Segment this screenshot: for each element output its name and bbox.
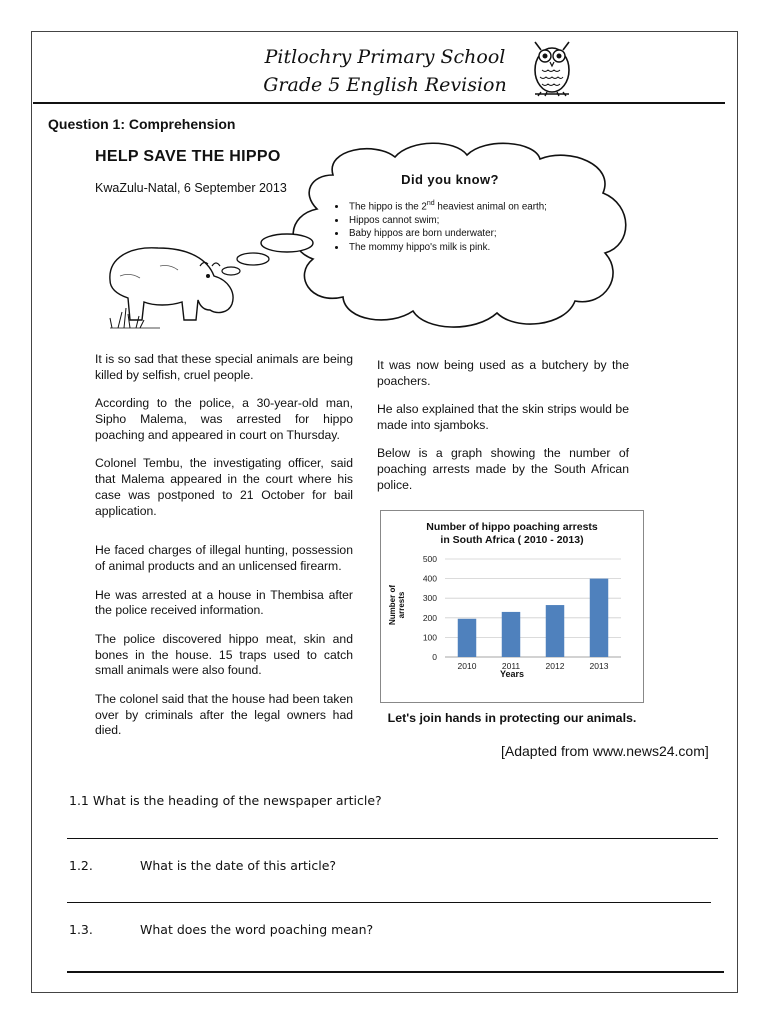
- y-axis-label-line: arrests: [397, 591, 406, 619]
- article-paragraph: It was now being used as a butchery by the poachers.: [377, 358, 629, 388]
- bar-2013: [590, 579, 608, 657]
- question-1-3: [69, 922, 93, 937]
- article-paragraph: He also explained that the skin strips would be made into sjamboks.: [377, 402, 629, 432]
- fact-item: • The hippo is the 2nd heaviest animal on earth;: [347, 197, 620, 214]
- y-tick-label: 100: [422, 632, 437, 643]
- article-paragraph: Colonel Tembu, the investigating officer, said that Malema appeared in the court where his case was postponed to 21 October for bail application.: [95, 456, 353, 518]
- article-paragraph: The colonel said that the house had been taken over by criminals after the legal owners had died.: [95, 691, 353, 738]
- chart-title-line: in South Africa ( 2010 - 2013): [440, 534, 584, 546]
- question-number: 1.2.: [69, 858, 93, 873]
- facts-list: [320, 197, 620, 255]
- y-tick-label: 500: [422, 554, 437, 564]
- fact-item: • The mommy hippo's milk is pink.: [347, 241, 620, 255]
- bar-2011: [502, 612, 520, 657]
- article-source: [Adapted from www.news24.com]: [501, 743, 709, 759]
- x-tick-label: 2011: [501, 661, 521, 671]
- fact-item: • Hippos cannot swim;: [347, 214, 620, 228]
- x-tick-label: 2010: [457, 661, 477, 671]
- x-axis-label: Years: [499, 669, 525, 679]
- bar-2010: [458, 619, 476, 657]
- school-name: Pitlochry Primary School: [264, 46, 506, 68]
- question-number: 1.3.: [69, 922, 93, 937]
- section-title: Question 1: Comprehension: [48, 116, 236, 132]
- did-you-know-title: Did you know?: [401, 172, 499, 187]
- question-1-2: [69, 858, 93, 873]
- question-text: What is the date of this article?: [140, 858, 337, 873]
- y-axis-label-line: Number of: [388, 585, 397, 625]
- article-paragraph: It is so sad that these special animals are being killed by selfish, cruel people.: [95, 352, 353, 382]
- worksheet-subtitle: Grade 5 English Revision: [263, 74, 507, 96]
- answer-line[interactable]: [67, 838, 718, 839]
- x-tick-label: 2012: [545, 661, 565, 671]
- article-paragraph: He was arrested at a house in Thembisa after the police received information.: [95, 587, 353, 618]
- article-paragraph: He faced charges of illegal hunting, possession of animal products and an unlicensed firearm.: [95, 543, 353, 574]
- answer-line[interactable]: [67, 971, 724, 973]
- article-dateline: KwaZulu-Natal, 6 September 2013: [95, 181, 287, 195]
- x-tick-label: 2013: [589, 661, 609, 671]
- owl-icon: [527, 36, 577, 98]
- answer-line[interactable]: [67, 902, 711, 903]
- article-paragraph: The police discovered hippo meat, skin and bones in the house. 15 traps used to catch small animals were also found.: [95, 631, 353, 678]
- y-tick-label: 400: [422, 573, 437, 584]
- chart-svg: [381, 511, 643, 702]
- fact-item: • Baby hippos are born underwater;: [347, 227, 620, 241]
- y-tick-label: 300: [422, 593, 437, 604]
- poaching-arrests-chart: [380, 510, 644, 703]
- closing-slogan: Let's join hands in protecting our animals.: [387, 711, 637, 725]
- y-tick-label: 0: [432, 652, 437, 662]
- page-header: [200, 43, 570, 99]
- bar-2012: [546, 605, 564, 657]
- y-tick-label: 200: [422, 612, 437, 623]
- article-left-column: [95, 352, 353, 752]
- question-number: 1.1: [69, 793, 89, 808]
- article-headline: HELP SAVE THE HIPPO: [95, 148, 281, 165]
- question-1-1: [69, 793, 382, 808]
- question-text: What does the word poaching mean?: [140, 922, 374, 937]
- article-paragraph: Below is a graph showing the number of poaching arrests made by the South African police.: [377, 446, 629, 492]
- article-paragraph: According to the police, a 30-year-old man, Sipho Malema, was arrested for hippo poaching and appeared in court on Thursday.: [95, 396, 353, 442]
- article-right-column: [377, 358, 629, 506]
- chart-title-line: Number of hippo poaching arrests: [426, 521, 598, 533]
- did-you-know-box: [320, 172, 620, 255]
- hippo-illustration: [100, 236, 240, 332]
- header-divider: [33, 102, 725, 104]
- question-text: What is the heading of the newspaper article?: [92, 793, 382, 808]
